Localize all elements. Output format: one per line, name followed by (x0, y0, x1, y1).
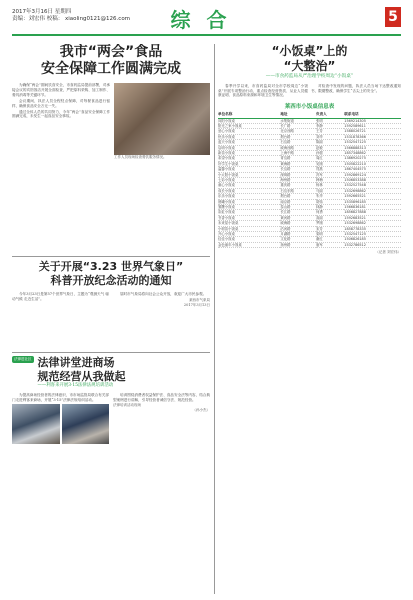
table-cell: 佳佳小饭桌 (218, 237, 280, 242)
table-cell: 彩虹小饭桌 (218, 210, 280, 215)
photo-caption: 法律培训活动现场 (113, 403, 141, 408)
table-body (218, 118, 401, 248)
table-cell: 罗刚 (316, 221, 344, 226)
table-cell: 1532786512 (344, 242, 401, 247)
small-dining-table (218, 111, 401, 248)
table-cell: 南京路 (280, 199, 316, 204)
table-cell: 石岛东路 (280, 188, 316, 193)
section-title: 综合 (170, 8, 243, 32)
table-cell: 七彩小饭桌 (218, 177, 280, 182)
table-cell: 1535896185 (344, 199, 401, 204)
table-cell: 吴刚 (316, 161, 344, 166)
table-cell: 温馨小饭桌 (218, 167, 280, 172)
table-cell: 北京西路 (280, 129, 316, 134)
table-cell: 水集街道 (280, 118, 316, 123)
table-cell: 1857348862 (344, 150, 401, 155)
table-cell: 1505822210 (344, 161, 401, 166)
table-cell: 新苗小饭桌 (218, 150, 280, 155)
header-rule (12, 34, 401, 36)
column-divider (214, 44, 215, 594)
table-cell: 1532698862 (344, 221, 401, 226)
table-cell: 郑燕 (316, 167, 344, 172)
paragraph: 通过全体人员的共同努力，今年“两会”食品安全保障工作圆满完成，未发生一起食品安全事故。 (12, 109, 110, 119)
article-law-lecture-title: 法律讲堂进商场 规范经营从我做起 (37, 356, 126, 383)
table-cell: 唐军 (316, 242, 344, 247)
table-cell: 韩梅 (316, 177, 344, 182)
table-cell: 烟台路 (280, 194, 316, 199)
article-signature: （孙小杰） (192, 408, 210, 412)
table-cell: 周红 (316, 156, 344, 161)
page-header (0, 0, 413, 36)
table-cell: 1531878366 (344, 134, 401, 139)
table-cell: 阳光之家小饭桌 (218, 123, 280, 128)
law-badge: 法律进社区 (14, 357, 32, 361)
article-law-lecture (12, 356, 210, 594)
article-small-dining-title: “小饭桌”上的 “大整治” (271, 44, 348, 73)
table-cell: 烟台路 (280, 134, 316, 139)
table-cell: 1506853388 (344, 177, 401, 182)
table-cell: 1506826185 (344, 237, 401, 242)
notice-signature: 莱西市气象局 2017年3月13日 (183, 297, 210, 307)
table-cell: 冯军 (316, 172, 344, 177)
table-cell: 林静 (316, 205, 344, 210)
table-cell: 1566888313 (344, 145, 401, 150)
paragraph: 为提高商场经营者的法律意识，市市场监管局联合有关部门走进利客来商场，开展“3·15”法律法规培训活动。 (12, 392, 109, 402)
table-row (218, 242, 401, 247)
table-cell: 开心小饭桌 (218, 232, 280, 237)
header-date: 2017年3月16日 星期四 (12, 9, 72, 15)
table-cell: 爱心小饭桌 (218, 129, 280, 134)
table-cell: 乐乐小饭桌 (218, 194, 280, 199)
table-cell: 海州路 (280, 177, 316, 182)
table-cell: 雏鹰小饭桌 (218, 205, 280, 210)
paragraph: 对检查中发现的问题，执法人员当场下达整改通知书，限期整改，确保学生“舌尖上的安全”。 (311, 83, 401, 93)
header-email[interactable]: xiaoling0121@126.com (65, 16, 131, 22)
table-cell: 张明 (316, 118, 344, 123)
table-cell: 晨曦小饭桌 (218, 199, 280, 204)
table-cell: 好学生小饭桌 (218, 161, 280, 166)
divider (12, 352, 210, 353)
table-cell: 小树苗小饭桌 (218, 226, 280, 231)
article-weather-day (12, 260, 210, 350)
table-cell: 金色童年小饭桌 (218, 242, 280, 247)
table-cell: 1858778335 (344, 226, 401, 231)
table-cell: 1532547125 (344, 140, 401, 145)
table-cell: 重庆路 (280, 183, 316, 188)
divider (12, 256, 210, 257)
table-cell: 宋芳 (316, 226, 344, 231)
table-cell: 杨林 (316, 183, 344, 188)
food-inspection-photo (114, 83, 210, 155)
article-food-safety-title: 我市“两会”食品 安全保障工作圆满完成 (41, 44, 181, 77)
table-cell: 启明小饭桌 (218, 145, 280, 150)
table-cell: 威海西路 (280, 145, 316, 150)
table-cell: 1592589611 (344, 123, 401, 128)
article-food-safety (12, 44, 210, 254)
table-cell: 何勇 (316, 210, 344, 215)
table-cell: 胡伟 (316, 199, 344, 204)
photo-caption: 工作人员现场检查餐饮服务情况。 (114, 155, 167, 159)
table-cell: 1566836181 (344, 205, 401, 210)
table-cell: 小太阳小饭桌 (218, 172, 280, 177)
table-cell: 青岛路 (280, 156, 316, 161)
table-cell: 1569214305 (344, 118, 401, 123)
table-cell: 向阳小饭桌 (218, 118, 280, 123)
article-small-dining-subtitle: ——市食药监局从严治理学校周边“小饭桌” (265, 74, 354, 79)
table-cell: 朱华 (316, 194, 344, 199)
paragraph: 春季开学以来，市食药监局对全市学校周边“小饭桌”开展专项整治行动，重点检查经营资质、从业人员健康证明、食品原料来源和环境卫生等情况。 (218, 83, 308, 98)
table-cell: 快乐小饭桌 (218, 134, 280, 139)
article-signature: （记者 刘宏伟） (375, 250, 401, 255)
table-cell: 梁明 (316, 232, 344, 237)
table-cell: 月湖路 (280, 232, 316, 237)
table-cell: 谢红 (316, 237, 344, 242)
paragraph: 培训围绕消费者权益保护法、食品安全法等内容，结合典型案例进行讲解，引导经营者诚信守法、规范经营。 (113, 392, 210, 402)
paragraph: 会议期间，执法人员全程驻点保障，对每餐食品进行留样，确保食品安全万无一失。 (12, 98, 110, 108)
table-cell: 陈丽 (316, 140, 344, 145)
table-cell: 高丽 (316, 215, 344, 220)
table-cell: 马丽 (316, 188, 344, 193)
table-cell: 赵敏 (316, 145, 344, 150)
paragraph: 今年3月23日是第57个世界气象日，主题为“观测天气 驱动气候 走近生活”。 (12, 292, 109, 301)
table-header-row: 单位名称 地址 负责人 联系电话 (218, 111, 401, 118)
table-cell: 1386920275 (344, 156, 401, 161)
header-editor: 责编：刘宏伟 校稿： (12, 16, 64, 22)
table-cell: 1867404575 (344, 167, 401, 172)
table-cell: 刘华 (316, 134, 344, 139)
table-cell: 黄海路 (280, 161, 316, 166)
table-cell: 威海路 (280, 221, 316, 226)
lecture-photo (62, 404, 109, 444)
table-cell: 泰山路 (280, 205, 316, 210)
table-cell: 1592683521 (344, 215, 401, 220)
table-cell: 1532698862 (344, 188, 401, 193)
table-cell: 李静 (316, 123, 344, 128)
table-cell: 黄河路 (280, 215, 316, 220)
table-cell: 希望小饭桌 (218, 156, 280, 161)
table-cell: 孙强 (316, 150, 344, 155)
article-weather-day-title: 关于开展“3.23 世界气象日” 科普开放纪念活动的通知 (38, 260, 184, 287)
table-cell: 王芳 (316, 129, 344, 134)
table-cell: 1532527548 (344, 183, 401, 188)
table-cell: 成长小饭桌 (218, 188, 280, 193)
table-cell: 沽河路 (280, 226, 316, 231)
table-cell: 长江路 (280, 210, 316, 215)
lecture-photo (12, 404, 60, 444)
table-cell: 扬州路 (280, 242, 316, 247)
table-cell: 1856827888 (344, 210, 401, 215)
table-cell: 书香小饭桌 (218, 215, 280, 220)
table-cell: 1592869124 (344, 172, 401, 177)
table-cell: 1532547125 (344, 232, 401, 237)
paragraph: 为确保“两会”期间饮食安全，市食药监局提前部署，对承接会议的宾馆饭店开展全面检查，严把原料采购、加工制作、餐具消毒等关键环节。 (12, 83, 110, 97)
table-title: 莱西市小饭桌信息表 (284, 104, 335, 111)
table-cell: 1592665521 (344, 194, 401, 199)
table-cell: 石岛路 (280, 140, 316, 145)
table-cell: 长岛路 (280, 167, 316, 172)
page-number: 5 (385, 7, 401, 27)
table-cell: 未来星小饭桌 (218, 221, 280, 226)
table-cell: 长广路 (280, 123, 316, 128)
paragraph: 届时市气象局将向社会公众开放，欢迎广大市民参观。 (120, 292, 207, 296)
table-cell: 蓝天小饭桌 (218, 140, 280, 145)
table-cell: 童心小饭桌 (218, 183, 280, 188)
article-small-dining (218, 44, 401, 594)
table-cell: 1588026721 (344, 129, 401, 134)
table-cell: 文化路 (280, 237, 316, 242)
article-law-subtitle: ——利客来开展3·15法律法规培训活动 (37, 383, 114, 388)
table-cell: 深圳路 (280, 172, 316, 177)
table-cell: 上海中路 (280, 150, 316, 155)
